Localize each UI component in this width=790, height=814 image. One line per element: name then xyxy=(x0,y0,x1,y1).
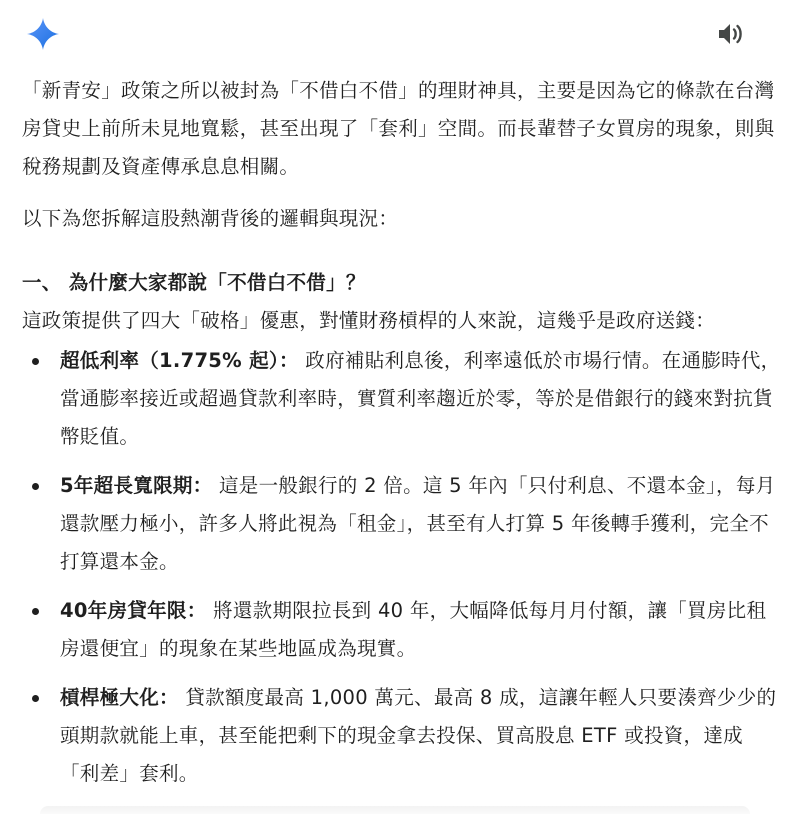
bullet-marker xyxy=(32,358,39,365)
bullet-marker xyxy=(32,695,39,702)
bullet-text: 貸款額度最高 1,000 萬元、最高 8 成，這讓年輕人只要湊齊少少的頭期款就能上車，甚至能把剩下的現金拿去投保、買高股息 ETF 或投資，達成「利差」套利。 xyxy=(60,686,777,785)
bullet-text: 政府補貼利息後，利率遠低於市場行情。在通膨時代，當通膨率接近或超過貸款利率時，實質利率趨近於零，等於是借銀行的錢來對抗貨幣貶值。 xyxy=(60,349,781,448)
section-heading: 一、 為什麼大家都說「不借白不借」？ xyxy=(22,271,366,294)
gemini-sparkle-icon xyxy=(26,17,60,51)
next-card-edge xyxy=(40,806,750,814)
bullet-title: 槓桿極大化： xyxy=(60,686,179,709)
speaker-icon[interactable] xyxy=(716,20,746,48)
bullet-title: 40年房貸年限： xyxy=(60,599,207,622)
list-item xyxy=(22,467,782,581)
list-item xyxy=(22,679,782,793)
section-summary: 這政策提供了四大「破格」優惠，對懂財務槓桿的人來說，這幾乎是政府送錢： xyxy=(22,309,716,332)
bullet-title: 5年超長寬限期： xyxy=(60,474,213,497)
bullet-marker xyxy=(32,483,39,490)
response-body xyxy=(22,72,782,804)
benefit-list xyxy=(22,342,782,793)
bullet-text: 這是一般銀行的 2 倍。這 5 年內「只付利息、不還本金」，每月還款壓力極小，許多人將此視為「租金」，甚至有人打算 5 年後轉手獲利，完全不打算還本金。 xyxy=(60,474,776,573)
section-1 xyxy=(22,264,782,793)
response-header xyxy=(0,0,790,70)
bullet-text: 將還款期限拉長到 40 年，大幅降低每月月付額，讓「買房比租房還便宜」的現象在某些地區成為現實。 xyxy=(60,599,767,660)
list-item xyxy=(22,592,782,668)
bullet-title: 超低利率（1.775% 起）： xyxy=(60,349,299,372)
lead-paragraph: 以下為您拆解這股熱潮背後的邏輯與現況： xyxy=(22,207,399,230)
intro-paragraph: 「新青安」政策之所以被封為「不借白不借」的理財神具，主要是因為它的條款在台灣房貸史上前所未見地寬鬆，甚至出現了「套利」空間。而長輩替子女買房的現象，則與稅務規劃及資產傳承息息相關。 xyxy=(22,79,775,178)
bullet-marker xyxy=(32,608,39,615)
list-item xyxy=(22,342,782,456)
